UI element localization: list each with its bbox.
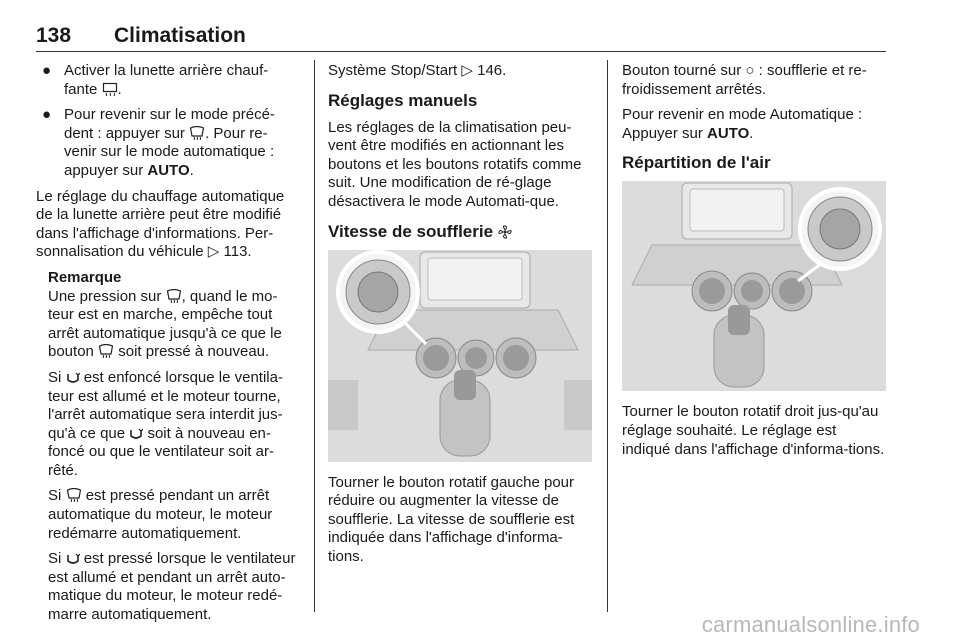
- heading-fan-speed: [328, 222, 592, 242]
- remark-paragraph-4: [48, 550, 300, 624]
- bullet-text: .: [189, 161, 194, 179]
- page-number: 138: [36, 24, 72, 47]
- bullet-text: Activer la lunette arrière chauf-: [64, 62, 269, 79]
- rear-window-heater-icon: [102, 81, 118, 100]
- page-reference-arrow-icon: ▷: [461, 62, 473, 79]
- auto-label: AUTO: [707, 124, 750, 142]
- paragraph-text: Bouton tourné sur: [622, 62, 742, 79]
- column-2: [328, 62, 592, 574]
- remark-text: soit pressé à nouveau.: [118, 343, 270, 361]
- chapter-title: Climatisation: [114, 24, 246, 47]
- remark-text: Si: [48, 487, 62, 505]
- remark-text: est enfoncé lorsque le ventila-teur est allumé et le moteur tourne, l'arrêt automatique sera interdit jus-qu'à ce que: [48, 368, 283, 442]
- header-divider: [36, 51, 886, 52]
- bullet-text: dent : appuyer sur: [64, 124, 185, 142]
- stop-start-reference: [328, 62, 592, 81]
- bullet-dot: ●: [42, 106, 52, 124]
- page-reference: 146.: [477, 62, 507, 79]
- off-circle-icon: ○: [745, 62, 755, 79]
- remark-paragraph-3: [48, 487, 300, 543]
- bullet-text: venir sur le mode automatique :: [64, 143, 275, 161]
- page-reference: 113.: [223, 243, 252, 261]
- remark-paragraph-2: [48, 369, 300, 481]
- paragraph-text: : soufflerie et re-froidissement arrêtés.: [622, 62, 867, 98]
- heading-text: Vitesse de soufflerie: [328, 221, 494, 241]
- paragraph-text: Système Stop/Start: [328, 62, 458, 79]
- windscreen-defrost-icon: [189, 125, 205, 144]
- manual-settings-text: Les réglages de la climatisation peu-vent être modifiés en actionnant les boutons et les boutons rotatifs comme suit. Une modification de ré-glage désactivera le mode Automati-que.: [328, 118, 582, 210]
- column-divider-1: [314, 60, 315, 612]
- bullet-rear-defrost: [36, 62, 300, 99]
- bullet-text: . Pour re-: [205, 124, 268, 142]
- remark-text: est pressé lorsque le ventilateur est allumé et pendant un arrêt auto-matique du moteur, le moteur redé-marre automatiquement.: [48, 550, 296, 624]
- paragraph-text: .: [749, 124, 754, 142]
- bullet-previous-mode: [36, 106, 300, 180]
- remark-text: Si: [48, 368, 62, 386]
- auto-paragraph: [622, 106, 886, 143]
- remark-text: est pressé pendant un arrêt automatique du moteur, le moteur redémarre automatiquement.: [48, 487, 273, 542]
- column-divider-2: [607, 60, 608, 612]
- bullet-dot: ●: [42, 62, 52, 79]
- watermark: carmanualsonline.info: [701, 612, 920, 637]
- page-reference-arrow-icon: ▷: [207, 243, 220, 261]
- column-1: [36, 62, 300, 632]
- page-header: [36, 24, 886, 50]
- auto-label: AUTO: [147, 161, 190, 179]
- bullet-text: .: [117, 80, 122, 98]
- fan-icon: [498, 222, 512, 242]
- remark-block: [36, 269, 300, 625]
- column-3: [622, 62, 886, 466]
- bullet-text: Pour revenir sur le mode précé-: [64, 106, 275, 124]
- remark-title: Remarque: [48, 268, 122, 286]
- heading-manual-settings: Réglages manuels: [328, 90, 478, 110]
- remark-text: Si: [48, 550, 62, 568]
- rear-window-paragraph: [36, 188, 300, 262]
- windscreen-defrost-icon: [166, 288, 182, 307]
- paragraph-text: Le réglage du chauffage automatique de la lunette arrière peut être modifié dans l'affichage d'informations. Per-sonnalisation du véhicule: [36, 187, 285, 261]
- windscreen-defrost-icon: [66, 487, 82, 506]
- bullet-text: fante: [64, 80, 98, 98]
- illustration-air-distribution-knob: [622, 181, 886, 391]
- remark-text: soit à nouveau en-foncé ou que le ventilateur soit ar-rêté.: [48, 424, 274, 479]
- off-paragraph: [622, 62, 886, 99]
- remark-text: Une pression sur: [48, 287, 162, 305]
- illustration-fan-knob: [328, 250, 592, 462]
- remark-text: , quand le mo-teur est en marche, empêche tout arrêt automatique jusqu'à ce que le bouton: [48, 287, 282, 361]
- heading-air-distribution: Répartition de l'air: [622, 153, 771, 173]
- bullet-text: appuyer sur: [64, 161, 144, 179]
- air-recirculation-icon: [66, 550, 80, 569]
- air-distribution-text: Tourner le bouton rotatif droit jus-qu'au réglage souhaité. Le réglage est indiqué dans l'affichage d'informa-tions.: [622, 403, 885, 458]
- windscreen-defrost-icon: [98, 343, 114, 362]
- remark-paragraph-1: [48, 288, 300, 362]
- fan-speed-text: Tourner le bouton rotatif gauche pour réduire ou augmenter la vitesse de soufflerie. La vitesse de soufflerie est indiquée dans l'affichage d'informa-tions.: [328, 473, 575, 565]
- air-recirculation-icon: [129, 425, 143, 444]
- paragraph-text: Pour revenir en mode Automatique : Appuyer sur: [622, 106, 863, 142]
- air-recirculation-icon: [66, 369, 80, 388]
